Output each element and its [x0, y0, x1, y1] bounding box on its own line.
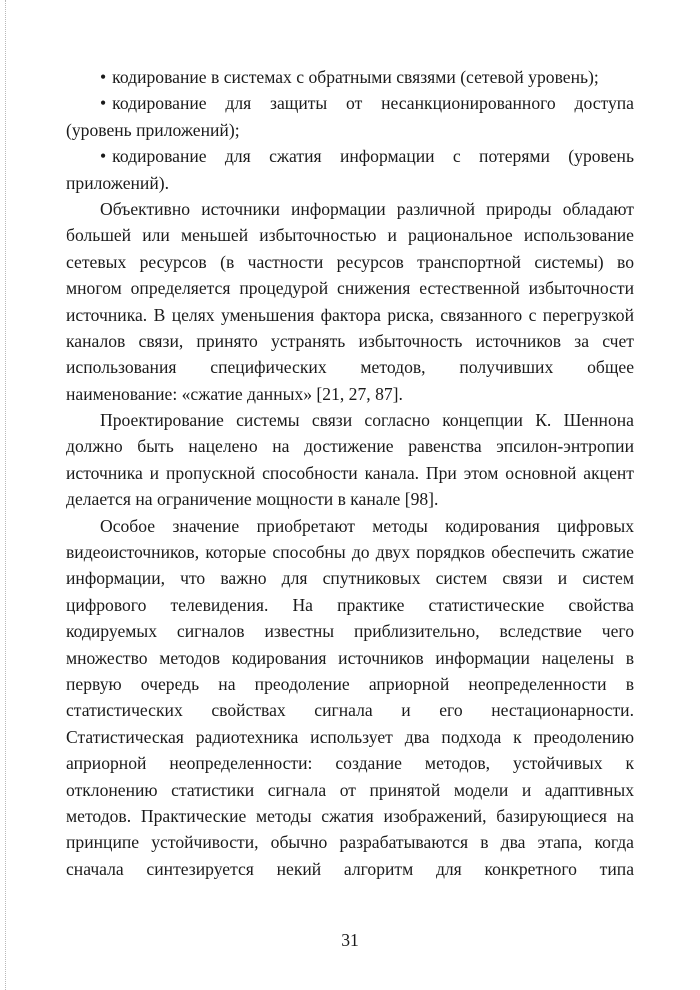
line-text: делается на ограничение мощности в канале [98]. — [66, 489, 439, 510]
text-line — [66, 856, 634, 882]
text-line — [66, 460, 634, 486]
line-text: видеоисточников, которые способны до двух порядков обеспечить сжатие — [66, 542, 634, 563]
text-line — [66, 671, 634, 697]
line-text: кодирование для защиты от несанкционированного доступа — [112, 93, 634, 114]
text-line — [66, 829, 634, 855]
bullet-line — [66, 90, 634, 116]
text-line — [66, 539, 634, 565]
page-body — [66, 64, 634, 882]
line-text: методов. Практические методы сжатия изображений, базирующиеся на — [66, 805, 634, 826]
text-line — [66, 381, 634, 407]
text-line — [66, 777, 634, 803]
line-text: (уровень приложений); — [66, 119, 240, 140]
line-text: отклонению статистики сигнала от принятой модели и адаптивных — [66, 779, 634, 800]
page-number: 31 — [341, 930, 359, 950]
line-text: статистических свойствах сигнала и его нестационарности. — [66, 700, 634, 721]
text-line — [66, 697, 634, 723]
bullet-icon: • — [100, 93, 107, 114]
line-text: каналов связи, принято устранять избыточность источников за счет — [66, 330, 634, 351]
line-text: принципе устойчивости, обычно разрабатываются в два этапа, когда — [66, 832, 634, 853]
line-text: многом определяется процедурой снижения естественной избыточности — [66, 278, 634, 299]
text-line — [66, 724, 634, 750]
line-text: должно быть нацелено на достижение равенства эпсилон-энтропии — [66, 436, 634, 457]
text-line — [66, 196, 634, 222]
text-line — [66, 302, 634, 328]
line-text: кодируемых сигналов известны приблизительно, вследствие чего — [66, 621, 634, 642]
line-text: Объективно источники информации различной природы обладают — [100, 198, 634, 219]
text-line — [66, 328, 634, 354]
line-text: источника и пропускной способности канала. При этом основной акцент — [66, 462, 634, 483]
line-text: Особое значение приобретают методы кодирования цифровых — [100, 515, 634, 536]
text-line — [66, 803, 634, 829]
text-line — [66, 249, 634, 275]
line-text: кодирование в системах с обратными связями (сетевой уровень); — [112, 67, 599, 87]
line-text: информации, что важно для спутниковых систем связи и систем — [66, 568, 634, 589]
text-line — [66, 618, 634, 644]
bullet-line — [66, 143, 634, 169]
line-text: сначала синтезируется некий алгоритм для конкретного типа — [66, 858, 634, 879]
text-line — [66, 486, 634, 512]
text-line — [66, 433, 634, 459]
line-text: использования специфических методов, получивших общее — [66, 357, 634, 378]
text-line — [66, 513, 634, 539]
line-text: приложений). — [66, 172, 170, 193]
text-line — [66, 407, 634, 433]
text-line — [66, 117, 634, 143]
line-text: первую очередь на преодоление априорной неопределенности в — [66, 673, 634, 694]
bullet-icon: • — [100, 67, 107, 87]
text-line — [66, 170, 634, 196]
line-text: большей или меньшей избыточностью и рациональное использование — [66, 225, 634, 246]
text-line — [66, 275, 634, 301]
line-text: сетевых ресурсов (в частности ресурсов транспортной системы) во — [66, 251, 634, 272]
text-line — [66, 750, 634, 776]
line-text: цифрового телевидения. На практике статистические свойства — [66, 594, 634, 615]
text-line — [66, 645, 634, 671]
bullet-line — [66, 64, 634, 90]
line-text: множество методов кодирования источников информации нацелены в — [66, 647, 634, 668]
text-line — [66, 354, 634, 380]
text-line — [66, 565, 634, 591]
left-margin-guide — [5, 0, 6, 990]
text-line — [66, 222, 634, 248]
text-line — [66, 592, 634, 618]
line-text: источника. В целях уменьшения фактора риска, связанного с перегрузкой — [66, 304, 634, 325]
line-text: Статистическая радиотехника использует два подхода к преодолению — [66, 726, 634, 747]
line-text: кодирование для сжатия информации с потерями (уровень — [112, 146, 634, 167]
bullet-icon: • — [100, 146, 107, 167]
line-text: Проектирование системы связи согласно концепции К. Шеннона — [100, 410, 634, 431]
line-text: наименование: «сжатие данных» [21, 27, 87]. — [66, 383, 403, 404]
line-text: априорной неопределенности: создание методов, устойчивых к — [66, 753, 634, 774]
